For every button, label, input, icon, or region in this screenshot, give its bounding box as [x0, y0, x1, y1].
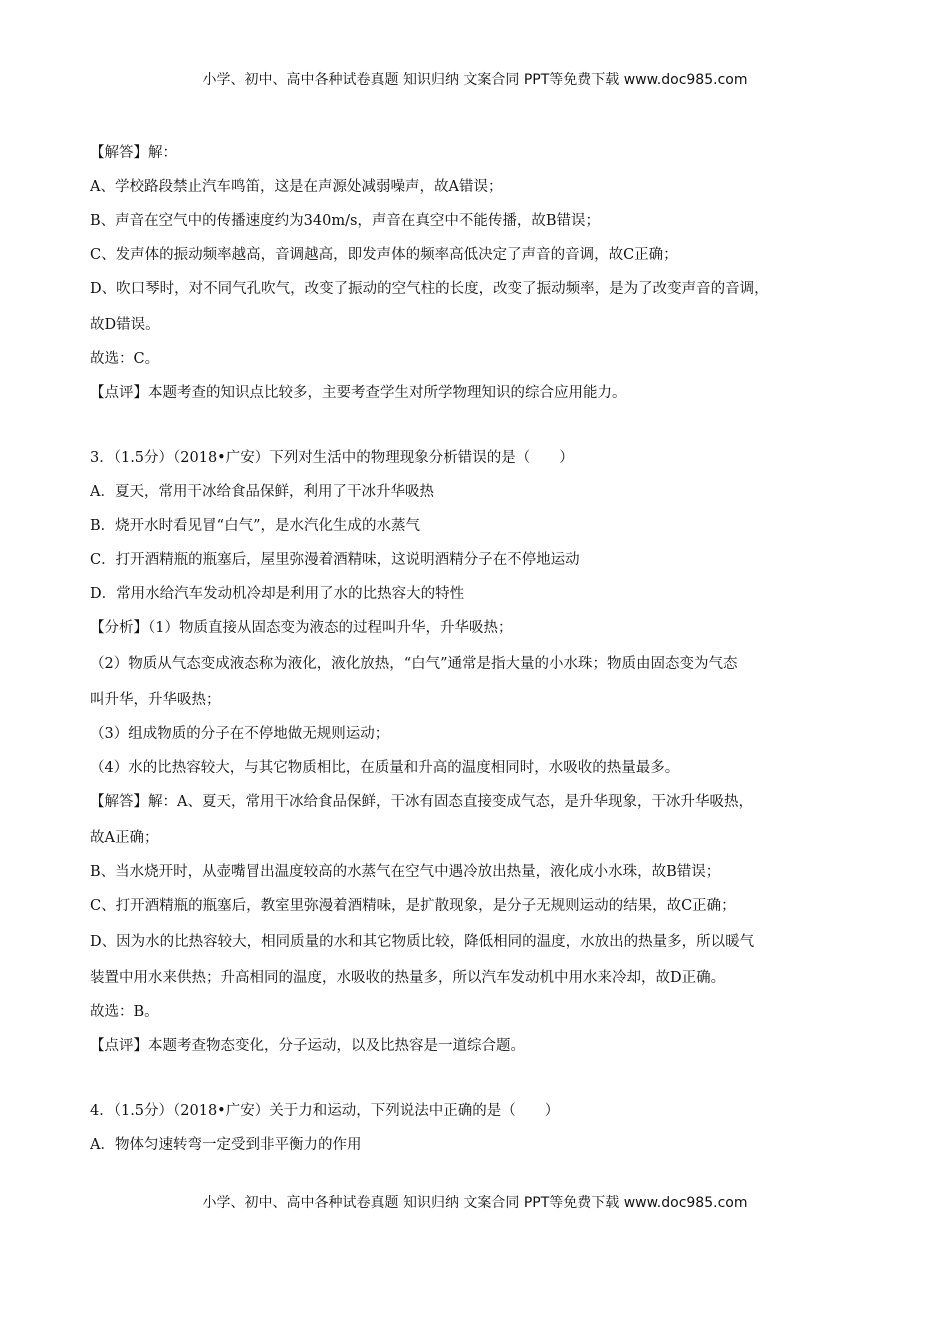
q2-answer-d-line2: 故D错误。 [90, 317, 160, 333]
q3-option-c: C．打开酒精瓶的瓶塞后，屋里弥漫着酒精味，这说明酒精分子在不停地运动 [90, 552, 580, 568]
q3-analysis-4: （4）水的比热容较大，与其它物质相比，在质量和升高的温度相同时，水吸收的热量最多。 [90, 760, 680, 776]
q3-choice: 故选：B。 [90, 1004, 159, 1020]
q2-answer-heading: 【解答】解： [90, 145, 177, 161]
document-body [90, 142, 875, 1156]
q2-answer-d-line1: D、吹口琴时，对不同气孔吹气，改变了振动的空气柱的长度，改变了振动频率，是为了改变声音的音调， [90, 281, 769, 297]
q3-option-a: A．夏天，常用干冰给食品保鲜，利用了干冰升华吸热 [90, 484, 434, 500]
q4-option-a: A．物体匀速转弯一定受到非平衡力的作用 [90, 1137, 362, 1153]
q3-analysis-3: （3）组成物质的分子在不停地做无规则运动； [90, 726, 390, 742]
q3-stem: 3．（1.5分）（2018•广安）下列对生活中的物理现象分析错误的是（ ） [90, 450, 574, 466]
q2-answer-a: A、学校路段禁止汽车鸣笛，这是在声源处减弱噪声，故A错误； [90, 179, 503, 195]
q3-comment: 【点评】本题考查物态变化，分子运动，以及比热容是一道综合题。 [90, 1038, 525, 1054]
q3-option-d: D．常用水给汽车发动机冷却是利用了水的比热容大的特性 [90, 586, 465, 602]
q3-answer-b: B、当水烧开时，从壶嘴冒出温度较高的水蒸气在空气中遇冷放出热量，液化成小水珠，故B错误； [90, 864, 721, 880]
q3-answer-d-line2: 装置中用水来供热；升高相同的温度，水吸收的热量多，所以汽车发动机中用水来冷却，故D正确。 [90, 970, 726, 986]
q3-analysis-2-line2: 叫升华，升华吸热； [90, 692, 221, 708]
q2-comment: 【点评】本题考查的知识点比较多，主要考查学生对所学物理知识的综合应用能力。 [90, 385, 627, 401]
q2-choice: 故选：C。 [90, 351, 160, 367]
page-footer: 小学、初中、高中各种试卷真题 知识归纳 文案合同 PPT等免费下载 www.doc985.com [202, 1195, 748, 1211]
q3-analysis-2-line1: （2）物质从气态变成液态称为液化，液化放热，“白气”通常是指大量的小水珠；物质由固态变为气态 [90, 656, 738, 672]
q3-analysis-1: 【分析】（1）物质直接从固态变为液态的过程叫升华，升华吸热； [90, 620, 513, 636]
q3-answer-c: C、打开酒精瓶的瓶塞后，教室里弥漫着酒精味，是扩散现象，是分子无规则运动的结果，故C正确； [90, 898, 736, 914]
q4-stem: 4．（1.5分）（2018•广安）关于力和运动，下列说法中正确的是（ ） [90, 1103, 560, 1119]
q3-answer-d-line1: D、因为水的比热容较大，相同质量的水和其它物质比较，降低相同的温度，水放出的热量多，所以暖气 [90, 934, 755, 950]
page-header: 小学、初中、高中各种试卷真题 知识归纳 文案合同 PPT等免费下载 www.doc985.com [202, 72, 748, 88]
q2-answer-c: C、发声体的振动频率越高，音调越高，即发声体的频率高低决定了声音的音调，故C正确； [90, 247, 678, 263]
q3-answer-line1: 【解答】解：A、夏天，常用干冰给食品保鲜，干冰有固态直接变成气态，是升华现象，干冰升华吸热， [90, 794, 753, 810]
q3-option-b: B．烧开水时看见冒“白气”，是水汽化生成的水蒸气 [90, 518, 420, 534]
q2-answer-b: B、声音在空气中的传播速度约为340m/s，声音在真空中不能传播，故B错误； [90, 213, 601, 229]
q3-answer-line2: 故A正确； [90, 830, 159, 846]
